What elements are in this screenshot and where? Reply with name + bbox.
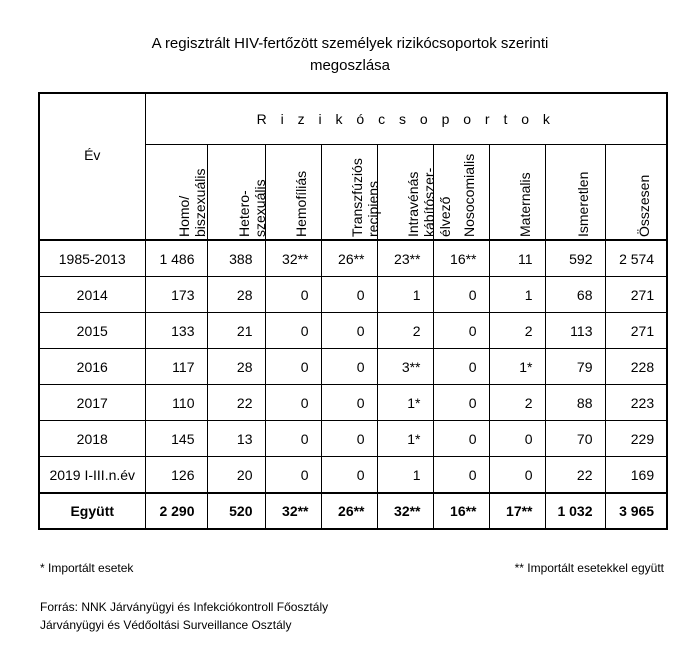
value-cell: 0 (433, 421, 489, 457)
title-line-2: megoszlása (309, 57, 391, 74)
column-header (605, 145, 667, 241)
value-cell: 26** (321, 493, 377, 529)
value-cell: 88 (545, 385, 605, 421)
value-cell: 0 (433, 385, 489, 421)
value-cell: 21 (207, 313, 265, 349)
column-header-label: Összesen (635, 174, 652, 237)
value-cell: 28 (207, 349, 265, 385)
value-cell: 22 (545, 457, 605, 494)
value-cell: 520 (207, 493, 265, 529)
column-header-label: Nosocomialis (461, 153, 477, 237)
table-row (39, 313, 667, 349)
source-line-1: Forrás: NNK Járványügyi és Infekciókontroll Főosztály (40, 600, 329, 614)
value-cell: 0 (265, 277, 321, 313)
year-cell: 1985-2013 (39, 240, 145, 277)
value-cell: 2 290 (145, 493, 207, 529)
double-star-note: ** Importált esetekkel együtt (514, 561, 664, 575)
value-cell: 1 (489, 277, 545, 313)
value-cell: 0 (321, 385, 377, 421)
source-line-2: Járványügyi és Védőoltási Surveillance Osztály (40, 618, 292, 632)
column-header (433, 145, 489, 241)
value-cell: 0 (265, 313, 321, 349)
value-cell: 0 (433, 277, 489, 313)
value-cell: 1 (377, 277, 433, 313)
value-cell: 0 (321, 313, 377, 349)
value-cell: 271 (605, 313, 667, 349)
column-header (489, 145, 545, 241)
value-cell: 113 (545, 313, 605, 349)
value-cell: 1 032 (545, 493, 605, 529)
column-header-label: Hemofíliás (293, 170, 309, 237)
column-header-label: Hetero- szexuális (236, 179, 268, 237)
column-header-label: Maternalis (517, 172, 533, 237)
value-cell: 271 (605, 277, 667, 313)
value-cell: 70 (545, 421, 605, 457)
value-cell: 1* (377, 421, 433, 457)
value-cell: 126 (145, 457, 207, 494)
year-header-cell (39, 93, 145, 240)
value-cell: 79 (545, 349, 605, 385)
value-cell: 592 (545, 240, 605, 277)
value-cell: 0 (321, 457, 377, 494)
value-cell: 68 (545, 277, 605, 313)
column-header (545, 145, 605, 241)
hiv-risk-group-table (38, 92, 668, 530)
value-cell: 1 (377, 457, 433, 494)
value-cell: 16** (433, 240, 489, 277)
value-cell: 145 (145, 421, 207, 457)
value-cell: 0 (433, 313, 489, 349)
year-cell: 2018 (39, 421, 145, 457)
value-cell: 11 (489, 240, 545, 277)
column-header-label: Transzfúziós recipiens (349, 158, 381, 237)
year-cell: 2017 (39, 385, 145, 421)
year-cell: 2014 (39, 277, 145, 313)
value-cell: 0 (433, 349, 489, 385)
value-cell: 223 (605, 385, 667, 421)
column-header-label: Homo/ biszexuális (176, 168, 208, 237)
title-line-1: A regisztrált HIV-fertőzött személyek rizikócsoportok szerinti (151, 35, 549, 52)
value-cell: 17** (489, 493, 545, 529)
value-cell: 32** (377, 493, 433, 529)
table-row (39, 240, 667, 277)
value-cell: 26** (321, 240, 377, 277)
value-cell: 173 (145, 277, 207, 313)
table-row (39, 457, 667, 494)
value-cell: 2 (489, 385, 545, 421)
column-header (265, 145, 321, 241)
year-header: Év (84, 146, 101, 163)
column-header-label: Intravénás kábítószer- élvező (405, 167, 453, 237)
value-cell: 228 (605, 349, 667, 385)
table-row (39, 421, 667, 457)
value-cell: 22 (207, 385, 265, 421)
value-cell: 0 (265, 385, 321, 421)
value-cell: 20 (207, 457, 265, 494)
total-row (39, 493, 667, 529)
value-cell: 133 (145, 313, 207, 349)
value-cell: 32** (265, 240, 321, 277)
value-cell: 28 (207, 277, 265, 313)
column-header (145, 145, 207, 241)
value-cell: 0 (489, 421, 545, 457)
value-cell: 3 965 (605, 493, 667, 529)
value-cell: 0 (265, 349, 321, 385)
value-cell: 0 (321, 349, 377, 385)
value-cell: 0 (265, 457, 321, 494)
risk-groups-header: R i z i k ó c s o p o r t o k (145, 93, 667, 145)
value-cell: 0 (265, 421, 321, 457)
value-cell: 1 486 (145, 240, 207, 277)
column-header (207, 145, 268, 241)
year-cell: 2019 I-III.n.év (39, 457, 145, 494)
column-header-label: Ismeretlen (575, 171, 591, 237)
value-cell: 3** (377, 349, 433, 385)
table-row (39, 277, 667, 313)
value-cell: 169 (605, 457, 667, 494)
value-cell: 0 (321, 277, 377, 313)
value-cell: 388 (207, 240, 265, 277)
value-cell: 229 (605, 421, 667, 457)
value-cell: 2 (377, 313, 433, 349)
column-header (321, 145, 381, 241)
value-cell: 0 (321, 421, 377, 457)
value-cell: 13 (207, 421, 265, 457)
table-row (39, 349, 667, 385)
table-row (39, 385, 667, 421)
column-header (377, 145, 453, 241)
value-cell: 23** (377, 240, 433, 277)
value-cell: 1* (377, 385, 433, 421)
value-cell: 0 (433, 457, 489, 494)
value-cell: 0 (489, 457, 545, 494)
value-cell: 2 (489, 313, 545, 349)
value-cell: 110 (145, 385, 207, 421)
value-cell: 1* (489, 349, 545, 385)
year-cell: 2016 (39, 349, 145, 385)
value-cell: 2 574 (605, 240, 667, 277)
value-cell: 117 (145, 349, 207, 385)
value-cell: 32** (265, 493, 321, 529)
single-star-note: * Importált esetek (40, 561, 134, 575)
year-cell: Együtt (39, 493, 145, 529)
year-cell: 2015 (39, 313, 145, 349)
value-cell: 16** (433, 493, 489, 529)
